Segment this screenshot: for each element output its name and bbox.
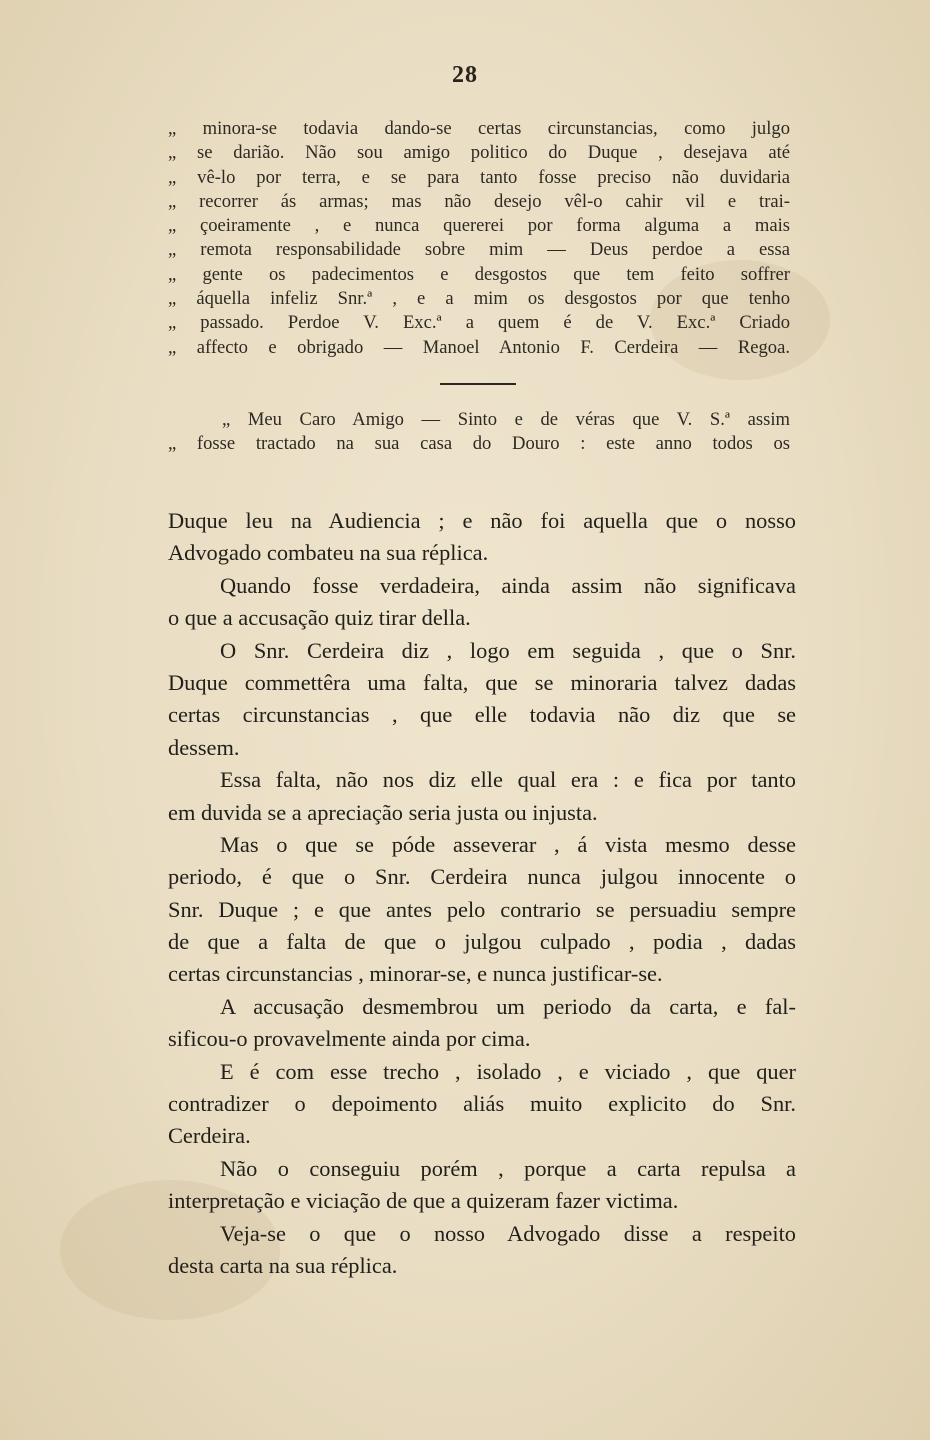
section-separator [440, 383, 516, 385]
body-line: desta carta na sua réplica. [168, 1252, 398, 1278]
page-number: 28 [452, 62, 478, 88]
body-line: Duque leu na Audiencia ; e não foi aquella que o nosso [168, 508, 796, 533]
body-line: Advogado combateu na sua réplica. [168, 540, 489, 566]
body-line: contradizer o depoimento aliás muito explicito do Snr. [168, 1091, 796, 1117]
quote-line: „ Meu Caro Amigo — Sinto e de véras que V. S.ª assim [222, 409, 790, 430]
body-line: Veja-se o que o nosso Advogado disse a respeito [220, 1220, 796, 1246]
body-line: Quando fosse verdadeira, ainda assim não significava [220, 572, 796, 598]
quote-line: „ çoeiramente , e nunca quererei por forma alguma a mais [168, 215, 790, 237]
quote-line: „ vê-lo por terra, e se para tanto fosse preciso não duvidaria [168, 166, 790, 188]
body-line: Snr. Duque ; e que antes pelo contrario se persuadiu sempre [168, 896, 796, 922]
quote-line: „ minora-se todavia dando-se certas circunstancias, como julgo [168, 118, 790, 139]
body-line: certas circunstancias , que elle todavia não diz que se [168, 702, 796, 728]
quote-line: „ passado. Perdoe V. Exc.ª a quem é de V. Exc.ª Criado [168, 312, 790, 334]
quote-line: „ se darião. Não sou amigo politico do Duque , desejava até [168, 142, 790, 164]
body-line: de que a falta de que o julgou culpado , podia , dadas [168, 929, 796, 955]
body-line: Mas o que se póde asseverar , á vista mesmo desse [220, 831, 796, 857]
body-line: dessem. [168, 734, 240, 760]
body-line: em duvida se a apreciação seria justa ou injusta. [168, 799, 598, 825]
body-line: certas circunstancias , minorar-se, e nunca justificar-se. [168, 961, 663, 987]
body-text [168, 505, 796, 1282]
quote-line: „ gente os padecimentos e desgostos que tem feito soffrer [168, 263, 790, 285]
quote-line: „ affecto e obrigado — Manoel Antonio F. Cerdeira — Regoa. [168, 336, 790, 358]
quote-line: „ recorrer ás armas; mas não desejo vêl-o cahir vil e trai- [168, 190, 790, 212]
body-line: Duque commettêra uma falta, que se minoraria talvez dadas [168, 669, 796, 695]
body-line: E é com esse trecho , isolado , e viciado , que quer [220, 1058, 796, 1084]
body-line: periodo, é que o Snr. Cerdeira nunca julgou innocente o [168, 864, 796, 890]
body-line: o que a accusação quiz tirar della. [168, 605, 471, 631]
second-letter-excerpt [168, 408, 790, 457]
body-line: sificou-o provavelmente ainda por cima. [168, 1026, 531, 1052]
body-line: A accusação desmembrou um periodo da carta, e fal- [220, 993, 796, 1019]
body-line: interpretação e viciação de que a quizeram fazer victima. [168, 1188, 679, 1214]
body-line: Cerdeira. [168, 1123, 251, 1149]
body-line: Essa falta, não nos diz elle qual era : e fica por tanto [220, 767, 796, 793]
quote-line: „ áquella infeliz Snr.ª , e a mim os desgostos por que tenho [168, 288, 790, 310]
body-line: Não o conseguiu porém , porque a carta repulsa a [220, 1155, 796, 1181]
quote-line: „ fosse tractado na sua casa do Douro : este anno todos os [168, 433, 790, 455]
body-line: O Snr. Cerdeira diz , logo em seguida , que o Snr. [220, 637, 796, 663]
quoted-letter-excerpt [168, 117, 790, 360]
quote-line: „ remota responsabilidade sobre mim — Deus perdoe a essa [168, 239, 790, 261]
